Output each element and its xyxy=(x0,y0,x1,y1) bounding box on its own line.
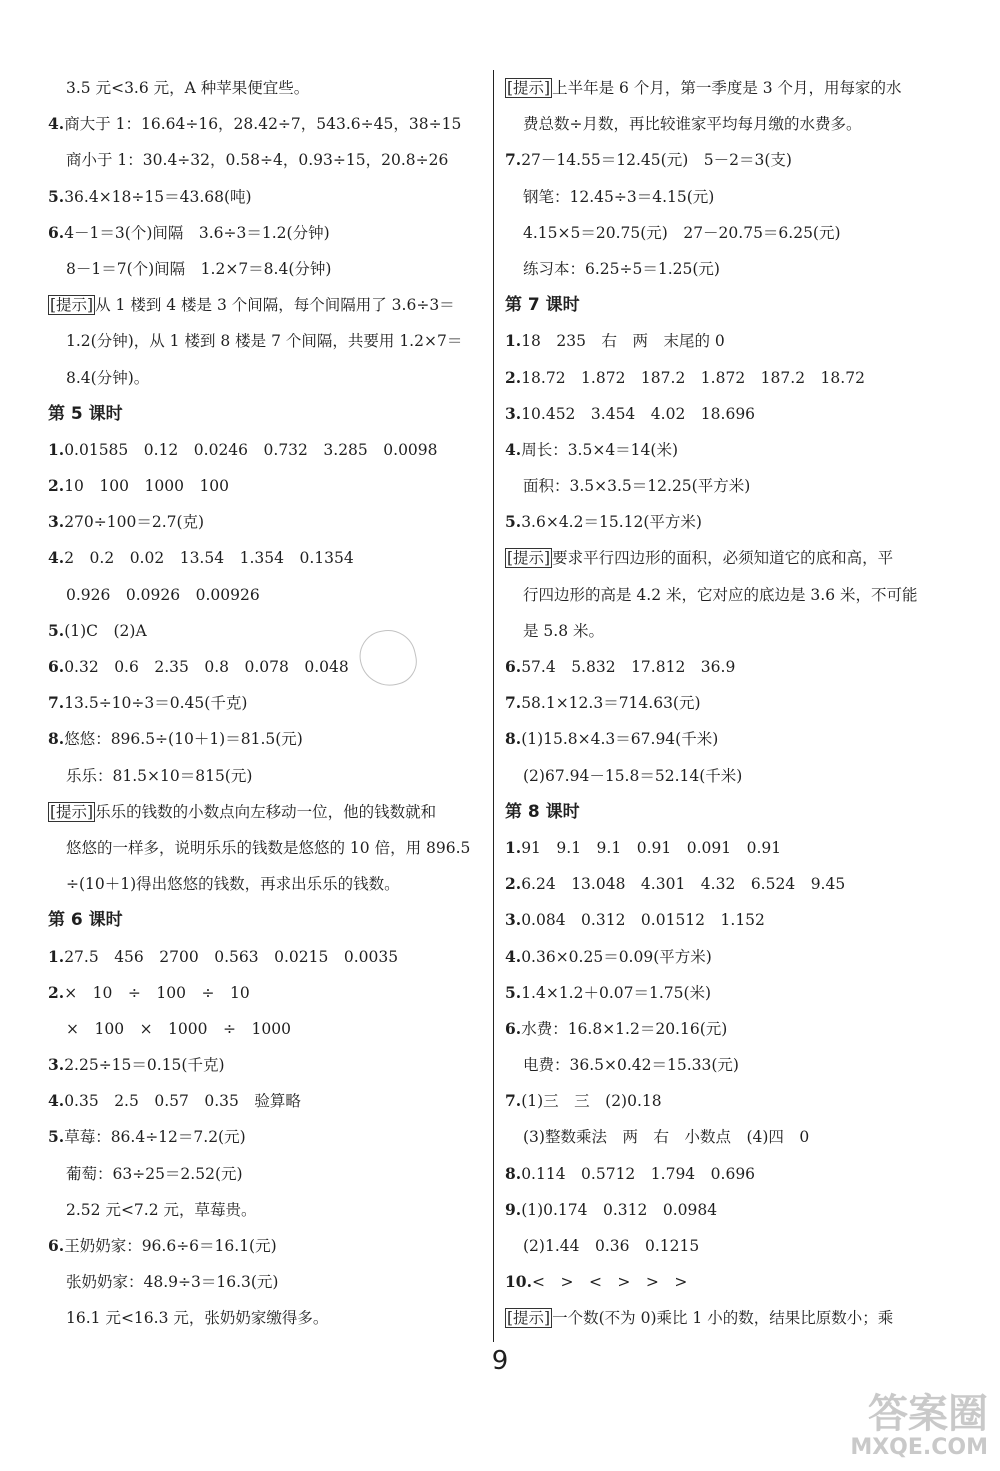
item-text: 13.5÷10÷3＝0.45(千克) xyxy=(64,694,248,713)
item-number: 7. xyxy=(48,693,65,713)
answer-line: 1.2(分钟)，从 1 楼到 8 楼是 7 个间隔，共要用 1.2×7＝ xyxy=(66,332,463,351)
item-text: 2.25÷15＝0.15(千克) xyxy=(64,1056,225,1075)
item-number: 9. xyxy=(505,1199,522,1219)
left-column xyxy=(48,70,488,1337)
hint-text: 乐乐的钱数的小数点向左移动一位，他的钱数就和 xyxy=(95,802,437,821)
watermark-url: MXQE.COM xyxy=(850,1435,988,1460)
answer-line: 8－1＝7(个)间隔 1.2×7＝8.4(分钟) xyxy=(66,259,332,278)
hint-text: 要求平行四边形的面积，必须知道它的底和高，平 xyxy=(552,549,894,568)
item-text: 18 235 右 两 末尾的 0 xyxy=(521,332,725,351)
item-text: 57.4 5.832 17.812 36.9 xyxy=(521,658,736,676)
answer-item xyxy=(505,1011,955,1047)
answer-item xyxy=(505,721,955,757)
item-number: 5. xyxy=(505,982,522,1002)
answer-item xyxy=(48,649,488,685)
answer-item xyxy=(505,1192,955,1228)
answer-item xyxy=(48,215,488,251)
hint-tag: [提示] xyxy=(507,549,551,568)
item-number: 5. xyxy=(505,512,522,532)
item-number: 7. xyxy=(505,1091,522,1111)
item-number: 5. xyxy=(48,620,65,640)
item-number: 6. xyxy=(505,1018,522,1038)
answer-item xyxy=(505,902,955,938)
answer-line: (3)整数乘法 两 右 小数点 (4)四 0 xyxy=(523,1128,810,1147)
item-text: 10 100 1000 100 xyxy=(64,477,230,496)
answer-item xyxy=(48,106,488,142)
item-number: 6. xyxy=(48,222,65,242)
answer-line: 练习本：6.25÷5＝1.25(元) xyxy=(523,259,720,278)
answer-item xyxy=(505,1156,955,1192)
item-text: (1)0.174 0.312 0.0984 xyxy=(521,1200,718,1219)
answer-item xyxy=(505,396,955,432)
item-text: 王奶奶家：96.6÷6＝16.1(元) xyxy=(64,1237,277,1255)
item-text: 18.72 1.872 187.2 1.872 187.2 18.72 xyxy=(521,368,865,387)
item-number: 3. xyxy=(48,512,65,532)
answer-line: 费总数÷月数，再比较谁家平均每月缴的水费多。 xyxy=(523,115,862,134)
item-text: (1)三 三 (2)0.18 xyxy=(521,1092,662,1111)
item-number: 3. xyxy=(505,910,522,930)
hint-line xyxy=(48,287,488,323)
item-number: 6. xyxy=(48,1236,65,1255)
hint-line xyxy=(48,794,488,830)
hint-line xyxy=(505,70,955,106)
item-number: 1. xyxy=(48,439,65,459)
answer-item xyxy=(48,721,488,757)
answer-line: 电费：36.5×0.42＝15.33(元) xyxy=(523,1056,739,1075)
answer-item xyxy=(48,975,488,1011)
hint-text: 上半年是 6 个月，第一季度是 3 个月，用每家的水 xyxy=(552,79,902,97)
answer-item xyxy=(48,685,488,721)
item-number: 7. xyxy=(505,150,522,170)
answer-item xyxy=(48,504,488,540)
item-number: 5. xyxy=(48,1127,65,1147)
answer-line: 悠悠的一样多，说明乐乐的钱数是悠悠的 10 倍，用 896.5 xyxy=(66,838,471,857)
item-text: 0.01585 0.12 0.0246 0.732 3.285 0.0098 xyxy=(64,440,438,459)
item-text: 周长：3.5×4＝14(米) xyxy=(521,440,679,459)
answer-item xyxy=(505,323,955,359)
answer-line: 面积：3.5×3.5＝12.25(平方米) xyxy=(523,477,751,496)
item-text: 91 9.1 9.1 0.91 0.091 0.91 xyxy=(521,838,782,857)
answer-item xyxy=(48,1228,488,1264)
section-heading: 第 5 课时 xyxy=(48,403,123,424)
answer-line: 是 5.8 米。 xyxy=(523,621,605,640)
item-number: 1. xyxy=(48,946,65,966)
item-text: 1.4×1.2＋0.07＝1.75(米) xyxy=(521,983,712,1002)
item-number: 1. xyxy=(505,837,522,857)
item-text: 27.5 456 2700 0.563 0.0215 0.0035 xyxy=(64,947,399,966)
answer-line: (2)1.44 0.36 0.1215 xyxy=(523,1237,700,1255)
answer-item xyxy=(505,1083,955,1119)
page-number: 9 xyxy=(491,1346,509,1376)
item-text: × 10 ÷ 100 ÷ 10 xyxy=(64,983,250,1002)
answer-item xyxy=(505,1264,955,1300)
item-text: 58.1×12.3＝714.63(元) xyxy=(521,694,701,713)
item-number: 10. xyxy=(505,1272,532,1292)
item-text: 0.114 0.5712 1.794 0.696 xyxy=(521,1164,756,1183)
item-text: 悠悠：896.5÷(10＋1)＝81.5(元) xyxy=(64,730,303,749)
item-number: 8. xyxy=(505,1163,522,1183)
answer-line: ÷(10＋1)得出悠悠的钱数，再求出乐乐的钱数。 xyxy=(66,875,400,894)
item-number: 2. xyxy=(505,367,522,387)
item-text: 6.24 13.048 4.301 4.32 6.524 9.45 xyxy=(521,875,846,894)
item-number: 6. xyxy=(505,657,522,676)
item-text: < > < > > > xyxy=(531,1273,688,1292)
section-heading: 第 6 课时 xyxy=(48,910,123,931)
answer-item xyxy=(505,360,955,396)
item-number: 4. xyxy=(48,114,65,134)
item-number: 5. xyxy=(48,186,65,206)
item-text: 商大于 1：16.64÷16，28.42÷7，543.6÷45，38÷15 xyxy=(64,115,462,134)
answer-line: × 100 × 1000 ÷ 1000 xyxy=(66,1019,291,1038)
answer-item xyxy=(505,939,955,975)
hint-line xyxy=(505,540,955,576)
answer-line: 2.52 元<7.2 元，草莓贵。 xyxy=(66,1200,257,1219)
section-heading: 第 8 课时 xyxy=(505,801,580,822)
answer-line: 3.5 元<3.6 元，A 种苹果便宜些。 xyxy=(66,79,310,97)
item-text: 0.084 0.312 0.01512 1.152 xyxy=(521,911,765,930)
answer-item xyxy=(48,432,488,468)
answer-line: 4.15×5＝20.75(元) 27－20.75＝6.25(元) xyxy=(523,223,841,242)
item-text: 0.36×0.25＝0.09(平方米) xyxy=(521,947,712,966)
item-text: (1)15.8×4.3＝67.94(千米) xyxy=(521,730,719,749)
item-number: 4. xyxy=(505,946,522,966)
watermark-logo-text: 答案圈 xyxy=(868,1391,988,1437)
item-text: 27－14.55＝12.45(元) 5－2＝3(支) xyxy=(521,151,792,170)
item-text: 3.6×4.2＝15.12(平方米) xyxy=(521,513,702,532)
item-number: 7. xyxy=(505,693,522,713)
item-text: 270÷100＝2.7(克) xyxy=(64,513,205,532)
item-text: 4－1＝3(个)间隔 3.6÷3＝1.2(分钟) xyxy=(64,223,330,242)
answer-item xyxy=(505,975,955,1011)
hint-tag: [提示] xyxy=(507,1309,551,1328)
right-column xyxy=(505,70,955,1337)
item-text: 36.4×18÷15＝43.68(吨) xyxy=(64,187,252,206)
item-number: 2. xyxy=(48,476,65,496)
item-text: 2 0.2 0.02 13.54 1.354 0.1354 xyxy=(64,549,354,568)
section-heading: 第 7 课时 xyxy=(505,295,580,316)
item-text: (1)C (2)A xyxy=(64,621,147,640)
answer-line: 商小于 1：30.4÷32，0.58÷4，0.93÷15，20.8÷26 xyxy=(66,151,449,170)
item-number: 4. xyxy=(48,548,65,568)
item-number: 3. xyxy=(505,403,522,423)
answer-item xyxy=(505,504,955,540)
column-divider xyxy=(493,70,494,1342)
item-text: 水费：16.8×1.2＝20.16(元) xyxy=(521,1019,728,1038)
hint-line xyxy=(505,1300,955,1336)
answer-item xyxy=(505,432,955,468)
item-number: 2. xyxy=(505,874,522,894)
answer-item xyxy=(48,939,488,975)
item-number: 4. xyxy=(48,1091,65,1111)
answer-item xyxy=(48,1047,488,1083)
item-text: 0.35 2.5 0.57 0.35 验算略 xyxy=(64,1092,301,1111)
item-number: 4. xyxy=(505,439,522,459)
item-text: 10.452 3.454 4.02 18.696 xyxy=(521,404,756,423)
answer-line: (2)67.94－15.8＝52.14(千米) xyxy=(523,766,743,785)
item-number: 1. xyxy=(505,331,522,351)
item-number: 8. xyxy=(505,729,522,749)
answer-line: 张奶奶家：48.9÷3＝16.3(元) xyxy=(66,1273,279,1292)
item-text: 草莓：86.4÷12＝7.2(元) xyxy=(64,1128,246,1147)
hint-tag: [提示] xyxy=(507,79,551,97)
answer-line: 葡萄：63÷25＝2.52(元) xyxy=(66,1164,243,1183)
answer-item xyxy=(48,1083,488,1119)
answer-line: 16.1 元<16.3 元，张奶奶家缴得多。 xyxy=(66,1309,329,1328)
item-text: 0.32 0.6 2.35 0.8 0.078 0.048 xyxy=(64,658,349,676)
answer-item xyxy=(48,179,488,215)
hint-text: 一个数(不为 0)乘比 1 小的数，结果比原数小；乘 xyxy=(552,1309,894,1328)
item-number: 3. xyxy=(48,1055,65,1075)
answer-line: 行四边形的高是 4.2 米，它对应的底边是 3.6 米，不可能 xyxy=(523,585,918,604)
answer-line: 钢笔：12.45÷3＝4.15(元) xyxy=(523,187,715,206)
answer-line: 乐乐：81.5×10＝815(元) xyxy=(66,766,253,785)
answer-item xyxy=(505,866,955,902)
site-watermark xyxy=(798,1392,988,1462)
answer-item xyxy=(48,613,488,649)
answer-line: 8.4(分钟)。 xyxy=(66,368,150,387)
hint-tag: [提示] xyxy=(50,296,94,315)
hint-text: 从 1 楼到 4 楼是 3 个间隔，每个间隔用了 3.6÷3＝ xyxy=(95,296,455,315)
item-number: 2. xyxy=(48,982,65,1002)
answer-item xyxy=(48,468,488,504)
answer-item xyxy=(505,142,955,178)
item-number: 8. xyxy=(48,729,65,749)
answer-item xyxy=(48,1119,488,1155)
answer-item xyxy=(505,685,955,721)
answer-item xyxy=(48,540,488,576)
answer-item xyxy=(505,830,955,866)
answer-line: 0.926 0.0926 0.00926 xyxy=(66,585,260,604)
answer-item xyxy=(505,649,955,685)
item-number: 6. xyxy=(48,657,65,676)
hint-tag: [提示] xyxy=(50,802,94,821)
